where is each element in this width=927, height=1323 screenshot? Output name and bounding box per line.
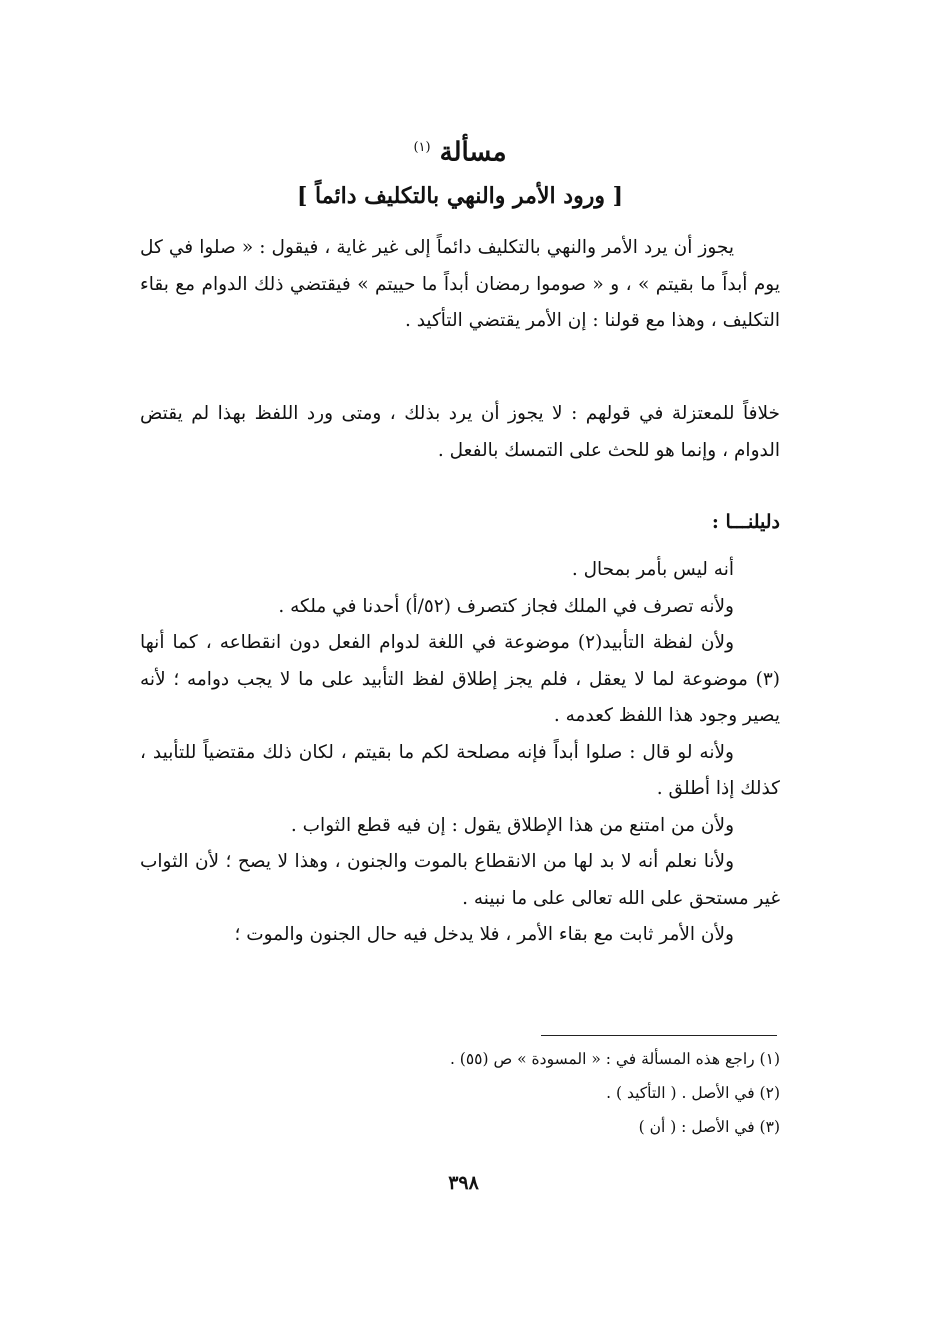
proof-item-2: ولأنه تصرف في الملك فجاز كتصرف (٥٢/أ) أحدنا في ملكه . <box>278 595 734 617</box>
footnote-1: (١) راجع هذه المسألة في : « المسودة » ص (٥٥) . <box>449 1050 780 1068</box>
issue-title-text: مسألة <box>439 137 507 168</box>
paragraph-2: خلافاً للمعتزلة في قولهم : لا يجوز أن يرد بذلك ، ومتى ورد اللفظ بهذا لم يقتض الدوام ، وإنما هو للحث على التمسك بالفعل . <box>140 403 780 461</box>
footnotes <box>300 1042 780 1144</box>
proof-item-4: ولأنه لو قال : صلوا أبداً فإنه مصلحة لكم ما بقيتم ، لكان ذلك مقتضياً للتأبيد ، كذلك إذا أطلق . <box>140 741 780 799</box>
page-number: ٣٩٨ <box>448 1172 479 1194</box>
issue-title <box>140 128 780 173</box>
issue-title-footnote-ref: (١) <box>413 140 431 155</box>
proof-item-7: ولأن الأمر ثابت مع بقاء الأمر ، فلا يدخل فيه حال الجنون والموت ؛ <box>234 924 734 945</box>
footnote-divider <box>541 1035 777 1036</box>
opening-paragraph-block <box>140 230 780 340</box>
proof-item-3: ولأن لفظة التأبيد(٢) موضوعة في اللغة لدوام الفعل دون انقطاعه ، كما أنها (٣) موضوعة لما لا يعقل ، فلم يجز إطلاق لفظ التأبيد على ما لا يجب دوامه ؛ لأنه يصير وجود هذا اللفظ كعدمه . <box>140 632 780 726</box>
footnote-2: (٢) في الأصل . ( التأكيد ) . <box>606 1084 780 1102</box>
opposing-view-block <box>140 396 780 469</box>
proof-label: دليلنـــا : <box>711 511 780 533</box>
proof-item-5: ولأن من امتنع من هذا الإطلاق يقول : إن فيه قطع الثواب . <box>290 814 734 836</box>
issue-subtitle: [ ورود الأمر والنهي بالتكليف دائماً ] <box>296 183 624 209</box>
proof-item-6: ولأنا نعلم أنه لا بد لها من الانقطاع بالموت والجنون ، وهذا لا يصح ؛ لأن الثواب غير مستحق على الله تعالى على ما نبينه . <box>140 851 780 909</box>
footnote-3: (٣) في الأصل : ( أن ) <box>638 1118 780 1136</box>
proof-item-1: أنه ليس بأمر بمحال . <box>571 559 734 580</box>
proof-list <box>140 552 780 954</box>
paragraph-1: يجوز أن يرد الأمر والنهي بالتكليف دائماً إلى غير غاية ، فيقول : « صلوا في كل يوم أبداً ما بقيتم » ، و « صوموا رمضان أبداً ما حييتم » فيقتضي ذلك الدوام مع بقاء التكليف ، وهذا مع قولنا : إن الأمر يقتضي التأكيد . <box>140 237 780 331</box>
